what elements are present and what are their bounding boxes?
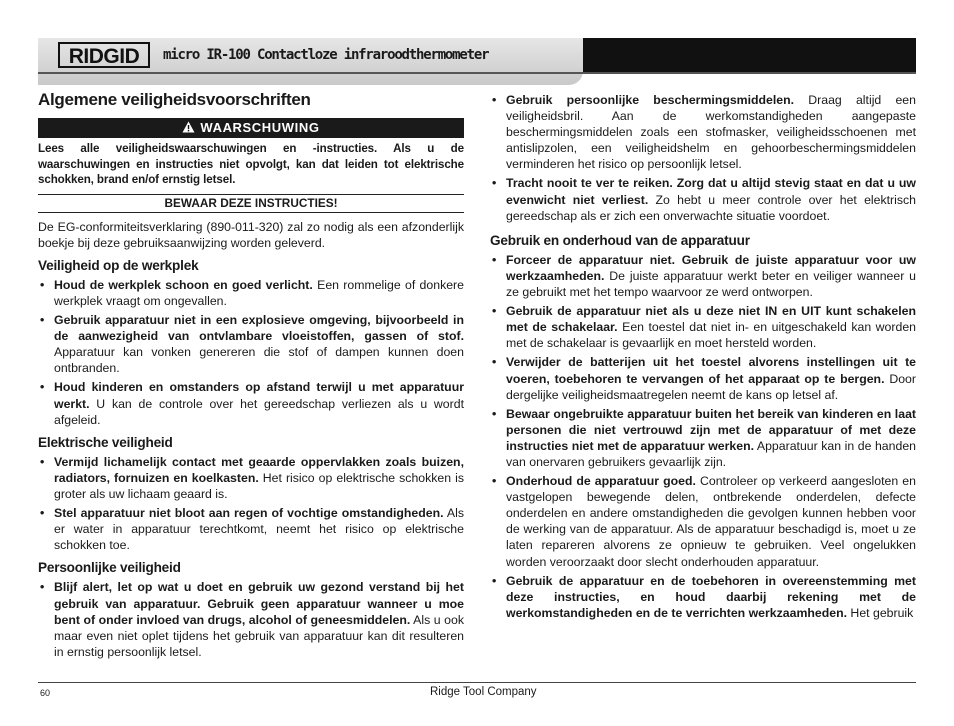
- list-item: • Gebruik de apparatuur en de toebehoren in overeenstemming met deze instructies, en houd daarbij rekening met de werkomstandigheden en de te verrichten werkzaamheden. Het gebruik: [490, 573, 916, 621]
- warning-triangle-icon: [182, 121, 195, 133]
- list-item: • Forceer de apparatuur niet. Gebruik de juiste apparatuur voor uw werkzaamheden. De juiste apparatuur werkt beter en veiliger wanneer u ze gebruikt met het tempo waarvoor ze werd ontworpen.: [490, 252, 916, 300]
- electrical-title: Elektrische veiligheid: [38, 434, 173, 450]
- list-item: • Verwijder de batterijen uit het toestel alvorens instellingen uit te voeren, toebehoren te vervangen of het apparaat op te bergen. Door dergelijke veiligheidsmaatregelen neemt de kans op letsel af.: [490, 354, 916, 402]
- list-item: • Gebruik persoonlijke beschermingsmiddelen. Draag altijd een veiligheidsbril. Aan de werkomstandigheden aangepaste beschermingsmiddelen zoals een stofmasker, veiligheidsschoenen met antislipzolen, een veiligheidshelm en gehoorbeschermingsmiddelen verminderen het risico op persoonlijk letsel.: [490, 92, 916, 172]
- personal-title: Persoonlijke veiligheid: [38, 560, 181, 576]
- conformity-text: De EG-conformiteitsverklaring (890-011-320) zal zo nodig als een afzonderlijk boekje bij deze gebruiksaanwijzing worden geleverd.: [38, 219, 464, 250]
- left-column: [38, 92, 464, 663]
- list-item: • Bewaar ongebruikte apparatuur buiten het bereik van kinderen en laat personen die niet vertrouwd zijn met de apparatuur of met deze instructies niet met de apparatuur werken. Apparatuur kan in de handen van onervaren gebruikers gevaarlijk zijn.: [490, 406, 916, 470]
- workplace-title: Veiligheid op de werkplek: [38, 257, 199, 273]
- list-item: • Blijf alert, let op wat u doet en gebruik uw gezond verstand bij het gebruik van apparatuur. Gebruik geen apparatuur wanneer u moe bent of onder invloed van drugs, alcohol of geneesmiddelen. Als u ook maar even niet oplet tijdens het gebruik van apparatuur kan dit resulteren in ernstig persoonlijk letsel.: [38, 579, 464, 659]
- list-item: • Vermijd lichamelijk contact met geaarde oppervlakken zoals buizen, radiators, fornuizen en koelkasten. Het risico op elektrische schokken is groter als uw lichaam geaard is.: [38, 454, 464, 502]
- section-title: Algemene veiligheidsvoorschriften: [38, 90, 311, 109]
- personal-list-continued: [490, 92, 916, 224]
- list-item: • Gebruik de apparatuur niet als u deze niet IN en UIT kunt schakelen met de schakelaar. Een toestel dat niet in- en uitgeschakeld kan worden met de schakelaar is gevaarlijk en moet hersteld worden.: [490, 303, 916, 351]
- list-item: • Houd de werkplek schoon en goed verlicht. Een rommelige of donkere werkplek vraagt om ongevallen.: [38, 277, 464, 309]
- maintenance-list: [490, 252, 916, 621]
- document-title: micro IR-100 Contactloze infraroodthermometer: [163, 47, 489, 63]
- footer-rule: [38, 682, 916, 683]
- warning-bar: [38, 118, 464, 138]
- warning-text: Lees alle veiligheidswaarschuwingen en -instructies. Als u de waarschuwingen en instructies niet opvolgt, kan dat leiden tot elektrische schokken, brand en/of ernstig letsel.: [38, 142, 464, 187]
- personal-list: [38, 579, 464, 659]
- page-number: 60: [40, 688, 51, 698]
- maintenance-title: Gebruik en onderhoud van de apparatuur: [490, 232, 750, 248]
- list-item: • Houd kinderen en omstanders op afstand terwijl u met apparatuur werkt. U kan de controle over het gereedschap verliezen als u wordt afgeleid.: [38, 379, 464, 427]
- header-rule: [38, 72, 916, 74]
- list-item: • Stel apparatuur niet bloot aan regen of vochtige omstandigheden. Als er water in apparatuur terechtkomt, neemt het risico op elektrische schokken toe.: [38, 505, 464, 553]
- ridgid-logo: [58, 41, 150, 69]
- electrical-list: [38, 454, 464, 554]
- logo-text: RIDGID: [68, 45, 140, 68]
- right-column: [490, 92, 916, 624]
- save-instructions: BEWAAR DEZE INSTRUCTIES!: [38, 194, 464, 213]
- list-item: • Gebruik apparatuur niet in een explosieve omgeving, bijvoorbeeld in de aanwezigheid van ontvlambare vloeistoffen, gassen of stof. Apparatuur kan vonken genereren die stof of dampen kunnen doen ontbranden.: [38, 312, 464, 376]
- warning-label: WAARSCHUWING: [200, 120, 320, 136]
- list-item: • Onderhoud de apparatuur goed. Controleer op verkeerd aangesloten en vastgelopen bewegende delen, ontbrekende onderdelen, defecte onderdelen en andere omstandigheden die gevolgen kunnen hebben voor de werking van de apparatuur. Als de apparatuur beschadigd is, moet u ze laten repareren alvorens ze opnieuw te gebruiken. Veel ongelukken worden veroorzaakt door slecht onderhouden apparatuur.: [490, 473, 916, 570]
- company-name: Ridge Tool Company: [430, 686, 537, 698]
- list-item: • Tracht nooit te ver te reiken. Zorg dat u altijd stevig staat en dat u uw evenwicht niet verliest. Zo hebt u meer controle over het elektrisch gereedschap als er zich een onverwachte situatie voordoet.: [490, 175, 916, 223]
- workplace-list: [38, 277, 464, 428]
- header-black-band: [583, 38, 916, 72]
